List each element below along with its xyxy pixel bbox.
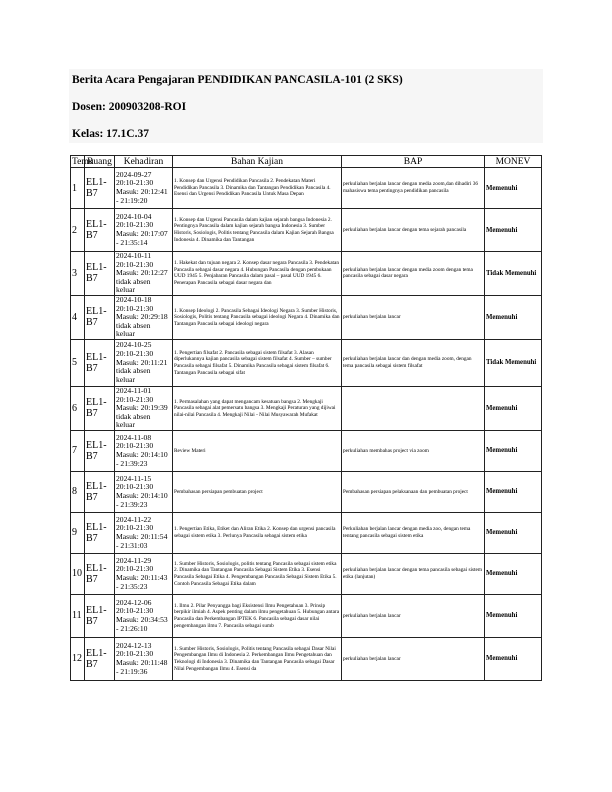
table-row <box>71 637 542 680</box>
cell-monev: Memenuhi <box>485 295 542 339</box>
class-label: Kelas: 17.1C.37 <box>72 128 149 140</box>
cell-bap: perkuliahan berjalan lancar dengan tema pancasila sebagai sistem etika (lanjutan) <box>342 553 485 594</box>
cell-temu: 3 <box>71 252 85 296</box>
report-header <box>69 69 543 143</box>
cell-kehadiran: 2024-10-25 20:10-21:30 Masuk: 20:11:21 tidak absen keluar <box>115 339 173 386</box>
table-row <box>71 471 542 512</box>
cell-ruang: EL1-B7 <box>85 512 115 553</box>
cell-kehadiran: 2024-11-15 20:10-21:30 Masuk: 20:14:10 - 21:39:23 <box>115 471 173 512</box>
table-header-row <box>71 156 542 168</box>
cell-temu: 8 <box>71 471 85 512</box>
cell-ruang: EL1-B7 <box>85 168 115 209</box>
cell-bap: perkuliahan berjalan lancar <box>342 295 485 339</box>
cell-monev: Memenuhi <box>485 386 542 430</box>
cell-kehadiran: 2024-12-13 20:10-21:30 Masuk: 20:11:48 - 21:19:36 <box>115 637 173 680</box>
cell-bahan-kajian: 1. Sumber Historis, Sosiologis, Politis tentang Pancasila sebagai Dasar Nilai Pengembangan Ilmu di Indonesia 2. Perkembangan Ilmu Pengetahuan dan Teknologi di Indonesia 3. Dinamika dan Tantangan Pancasila sebagai Dasar Nilai Pengembangan Ilmu 4. Esensi da <box>173 637 342 680</box>
cell-bap: perkuliahan berjalan lancar <box>342 594 485 637</box>
cell-ruang: EL1-B7 <box>85 209 115 252</box>
cell-temu: 11 <box>71 594 85 637</box>
cell-bahan-kajian: 1. Pengertian Etika, Etiket dan Aliran Etika 2. Konsep dan urgensi pancasila sebagai sistem etika 3. Perlunya Pancasila sebagai sistem etika <box>173 512 342 553</box>
cell-bahan-kajian: 1. Permasalahan yang dapat mengancam kesatuan bangsa 2. Mengkaji Pancasila sebagai alat pemersatu bangsa 3. Mengkaji Peraturan yang dijiwai nilai-nilai Pancasila 4. Mengkaji Nilai - Nilai Musyawarah Mufakat <box>173 386 342 430</box>
cell-temu: 2 <box>71 209 85 252</box>
cell-temu: 10 <box>71 553 85 594</box>
cell-monev: Tidak Memenuhi <box>485 252 542 296</box>
cell-kehadiran: 2024-09-27 20:10-21:30 Masuk: 20:12:41 - 21:19:20 <box>115 168 173 209</box>
table-row <box>71 209 542 252</box>
cell-monev: Memenuhi <box>485 430 542 471</box>
cell-ruang: EL1-B7 <box>85 339 115 386</box>
cell-kehadiran: 2024-10-11 20:10-21:30 Masuk: 20:12:27 tidak absen keluar <box>115 252 173 296</box>
column-header-ruang: Ruang <box>85 156 115 168</box>
cell-kehadiran: 2024-10-18 20:10-21:30 Masuk: 20:29:18 tidak absen keluar <box>115 295 173 339</box>
cell-ruang: EL1-B7 <box>85 553 115 594</box>
table-row <box>71 594 542 637</box>
table-row <box>71 386 542 430</box>
cell-ruang: EL1-B7 <box>85 295 115 339</box>
column-header-bap: BAP <box>342 156 485 168</box>
cell-ruang: EL1-B7 <box>85 637 115 680</box>
cell-bap: perkuliahan berjalan lancar dengan tema sejarah pancasila <box>342 209 485 252</box>
cell-bap <box>342 386 485 430</box>
cell-temu: 1 <box>71 168 85 209</box>
cell-bap: perkuliahan berjalan lancar dengan media zoom dengan tema pancasila sebagai dasar negara <box>342 252 485 296</box>
cell-ruang: EL1-B7 <box>85 594 115 637</box>
cell-bahan-kajian: 1. Pengertian filsafat 2. Pancasila sebagai sistem filsafat 3. Alasan diperlukannya kajian pancasila sebagai sistem filsafat 4. Sumber – sumber Pancasila sebagai filsafat 5. Dinamika Pancasila sebagai sistem filsafat 6. Tantangan Pancasila sebagai sifat <box>173 339 342 386</box>
cell-monev: Memenuhi <box>485 553 542 594</box>
cell-monev: Memenuhi <box>485 209 542 252</box>
lecturer-label: Dosen: 200903208-ROI <box>72 101 187 113</box>
cell-ruang: EL1-B7 <box>85 430 115 471</box>
cell-kehadiran: 2024-10-04 20:10-21:30 Masuk: 20:17:07 - 21:35:14 <box>115 209 173 252</box>
cell-kehadiran: 2024-11-01 20:10-21:30 Masuk: 20:19:39 tidak absen keluar <box>115 386 173 430</box>
cell-ruang: EL1-B7 <box>85 252 115 296</box>
cell-monev: Tidak Memenuhi <box>485 339 542 386</box>
cell-bahan-kajian: Review Materi <box>173 430 342 471</box>
cell-bap: perkuliahan berjalan lancar dengan media zoom,dan dihadiri 36 mahasiswa tema pentingnya pendidikan pancasila <box>342 168 485 209</box>
cell-bahan-kajian: 1. Hakekat dan tujuan negara 2. Konsep dasar negara Pancasila 3. Pendekatan Pancasila sebagai dasar negara 4. Hubungan Pancasila dengan pembukaan UUD 1945 5. Penjabaran Pancasila dalam pasal – pasal UUD 1945 6. Penerapan Pancasila sebagai dasar negara dan <box>173 252 342 296</box>
cell-ruang: EL1-B7 <box>85 471 115 512</box>
column-header-kehadiran: Kehadiran <box>115 156 173 168</box>
cell-kehadiran: 2024-12-06 20:10-21:30 Masuk: 20:34:53 - 21:26:10 <box>115 594 173 637</box>
attendance-table <box>70 155 542 681</box>
cell-bahan-kajian: 1. Konsep dan Urgensi Pendidikan Pancasila 2. Pendekatan Materi Pendidikan Pancasila 3. Dinamika dan Tantangan Pendidikan Pancasila 4. Esensi dan Urgensi Pendidikan Pancasila Untuk Masa Depan <box>173 168 342 209</box>
cell-temu: 9 <box>71 512 85 553</box>
table-row <box>71 252 542 296</box>
cell-temu: 5 <box>71 339 85 386</box>
cell-temu: 12 <box>71 637 85 680</box>
cell-monev: Memenuhi <box>485 594 542 637</box>
cell-bap: Pembahasan persiapan pelaksanaan dan pembuatan project <box>342 471 485 512</box>
cell-bahan-kajian: Pembahasan persiapan pembuatan project <box>173 471 342 512</box>
cell-temu: 7 <box>71 430 85 471</box>
table-row <box>71 553 542 594</box>
cell-bahan-kajian: 1. Konsep Ideologi 2. Pancasila Sebagai Ideologi Negara 3. Sumber Historis, Sosiologis, Politis tentang Pancasila sebagai ideologi Negara 4. Dinamika dan Tantangan Pancasila sebagai ideologi negara <box>173 295 342 339</box>
column-header-bahan-kajian: Bahan Kajian <box>173 156 342 168</box>
cell-bahan-kajian: 1. Sumber Historis, Sosiologis, politis tentang Pancasila sebagai sistem etika 2. Dinamika dan Tantangan Pancasila Sebagai Sistem Etika 3. Esensi Pancasila Sebagai Etika 4. Pengembangan Pancasila Sebagai Sistem Etika 5. Contoh Pancasila Sebagai Etika dalam <box>173 553 342 594</box>
column-header-monev: MONEV <box>485 156 542 168</box>
cell-monev: Memenuhi <box>485 512 542 553</box>
cell-monev: Memenuhi <box>485 168 542 209</box>
cell-temu: 6 <box>71 386 85 430</box>
table-row <box>71 512 542 553</box>
cell-kehadiran: 2024-11-29 20:10-21:30 Masuk: 20:11:43 - 21:35:23 <box>115 553 173 594</box>
cell-kehadiran: 2024-11-08 20:10-21:30 Masuk: 20:14:10 - 21:39:23 <box>115 430 173 471</box>
cell-bap: perkuliahan membahas project via zoom <box>342 430 485 471</box>
cell-ruang: EL1-B7 <box>85 386 115 430</box>
report-title: Berita Acara Pengajaran PENDIDIKAN PANCASILA-101 (2 SKS) <box>72 74 403 86</box>
cell-monev: Memenuhi <box>485 637 542 680</box>
cell-monev: Memenuhi <box>485 471 542 512</box>
cell-temu: 4 <box>71 295 85 339</box>
cell-bap: perkuliahan berjalan lancar dan dengan media zoom, dengan tema pancasila sebagai sistem filsafat <box>342 339 485 386</box>
cell-bahan-kajian: 1. Ilmu 2. Pilar Penyangga bagi Eksistensi Ilmu Pengetahuan 3. Prinsip berpikir ilmiah 4. Aspek penting dalam ilmu pengetahuan 5. Hubungan antara Pancasila dan Perkembangan IPTEK 6. Pancasila sebagai dasar nilai pengembangan ilmu 7. Pancasila sebagai sumb <box>173 594 342 637</box>
table-row <box>71 295 542 339</box>
column-header-temu: Temu <box>72 156 94 167</box>
cell-bap: perkuliahan berjalan lancar <box>342 637 485 680</box>
table-row <box>71 339 542 386</box>
table-row <box>71 430 542 471</box>
cell-kehadiran: 2024-11-22 20:10-21:30 Masuk: 20:11:54 - 21:31:03 <box>115 512 173 553</box>
cell-bap: Perkuliahan berjalan lancar dengan media zoo, dengan tema tentang pancasila sebagai sistem etika <box>342 512 485 553</box>
cell-bahan-kajian: 1. Konsep dan Urgensi Pancasila dalam kajian sejarah bangsa Indonesia 2. Pentingnya Pancasila dalam kajian sejarah bangsa Indonesia 3. Sumber Historis, Sosiologis, Politis tentang Pancasila dalam Kajian Sejarah Bangsa Indonesia 4. Dinamika dan Tantangan <box>173 209 342 252</box>
table-row <box>71 168 542 209</box>
